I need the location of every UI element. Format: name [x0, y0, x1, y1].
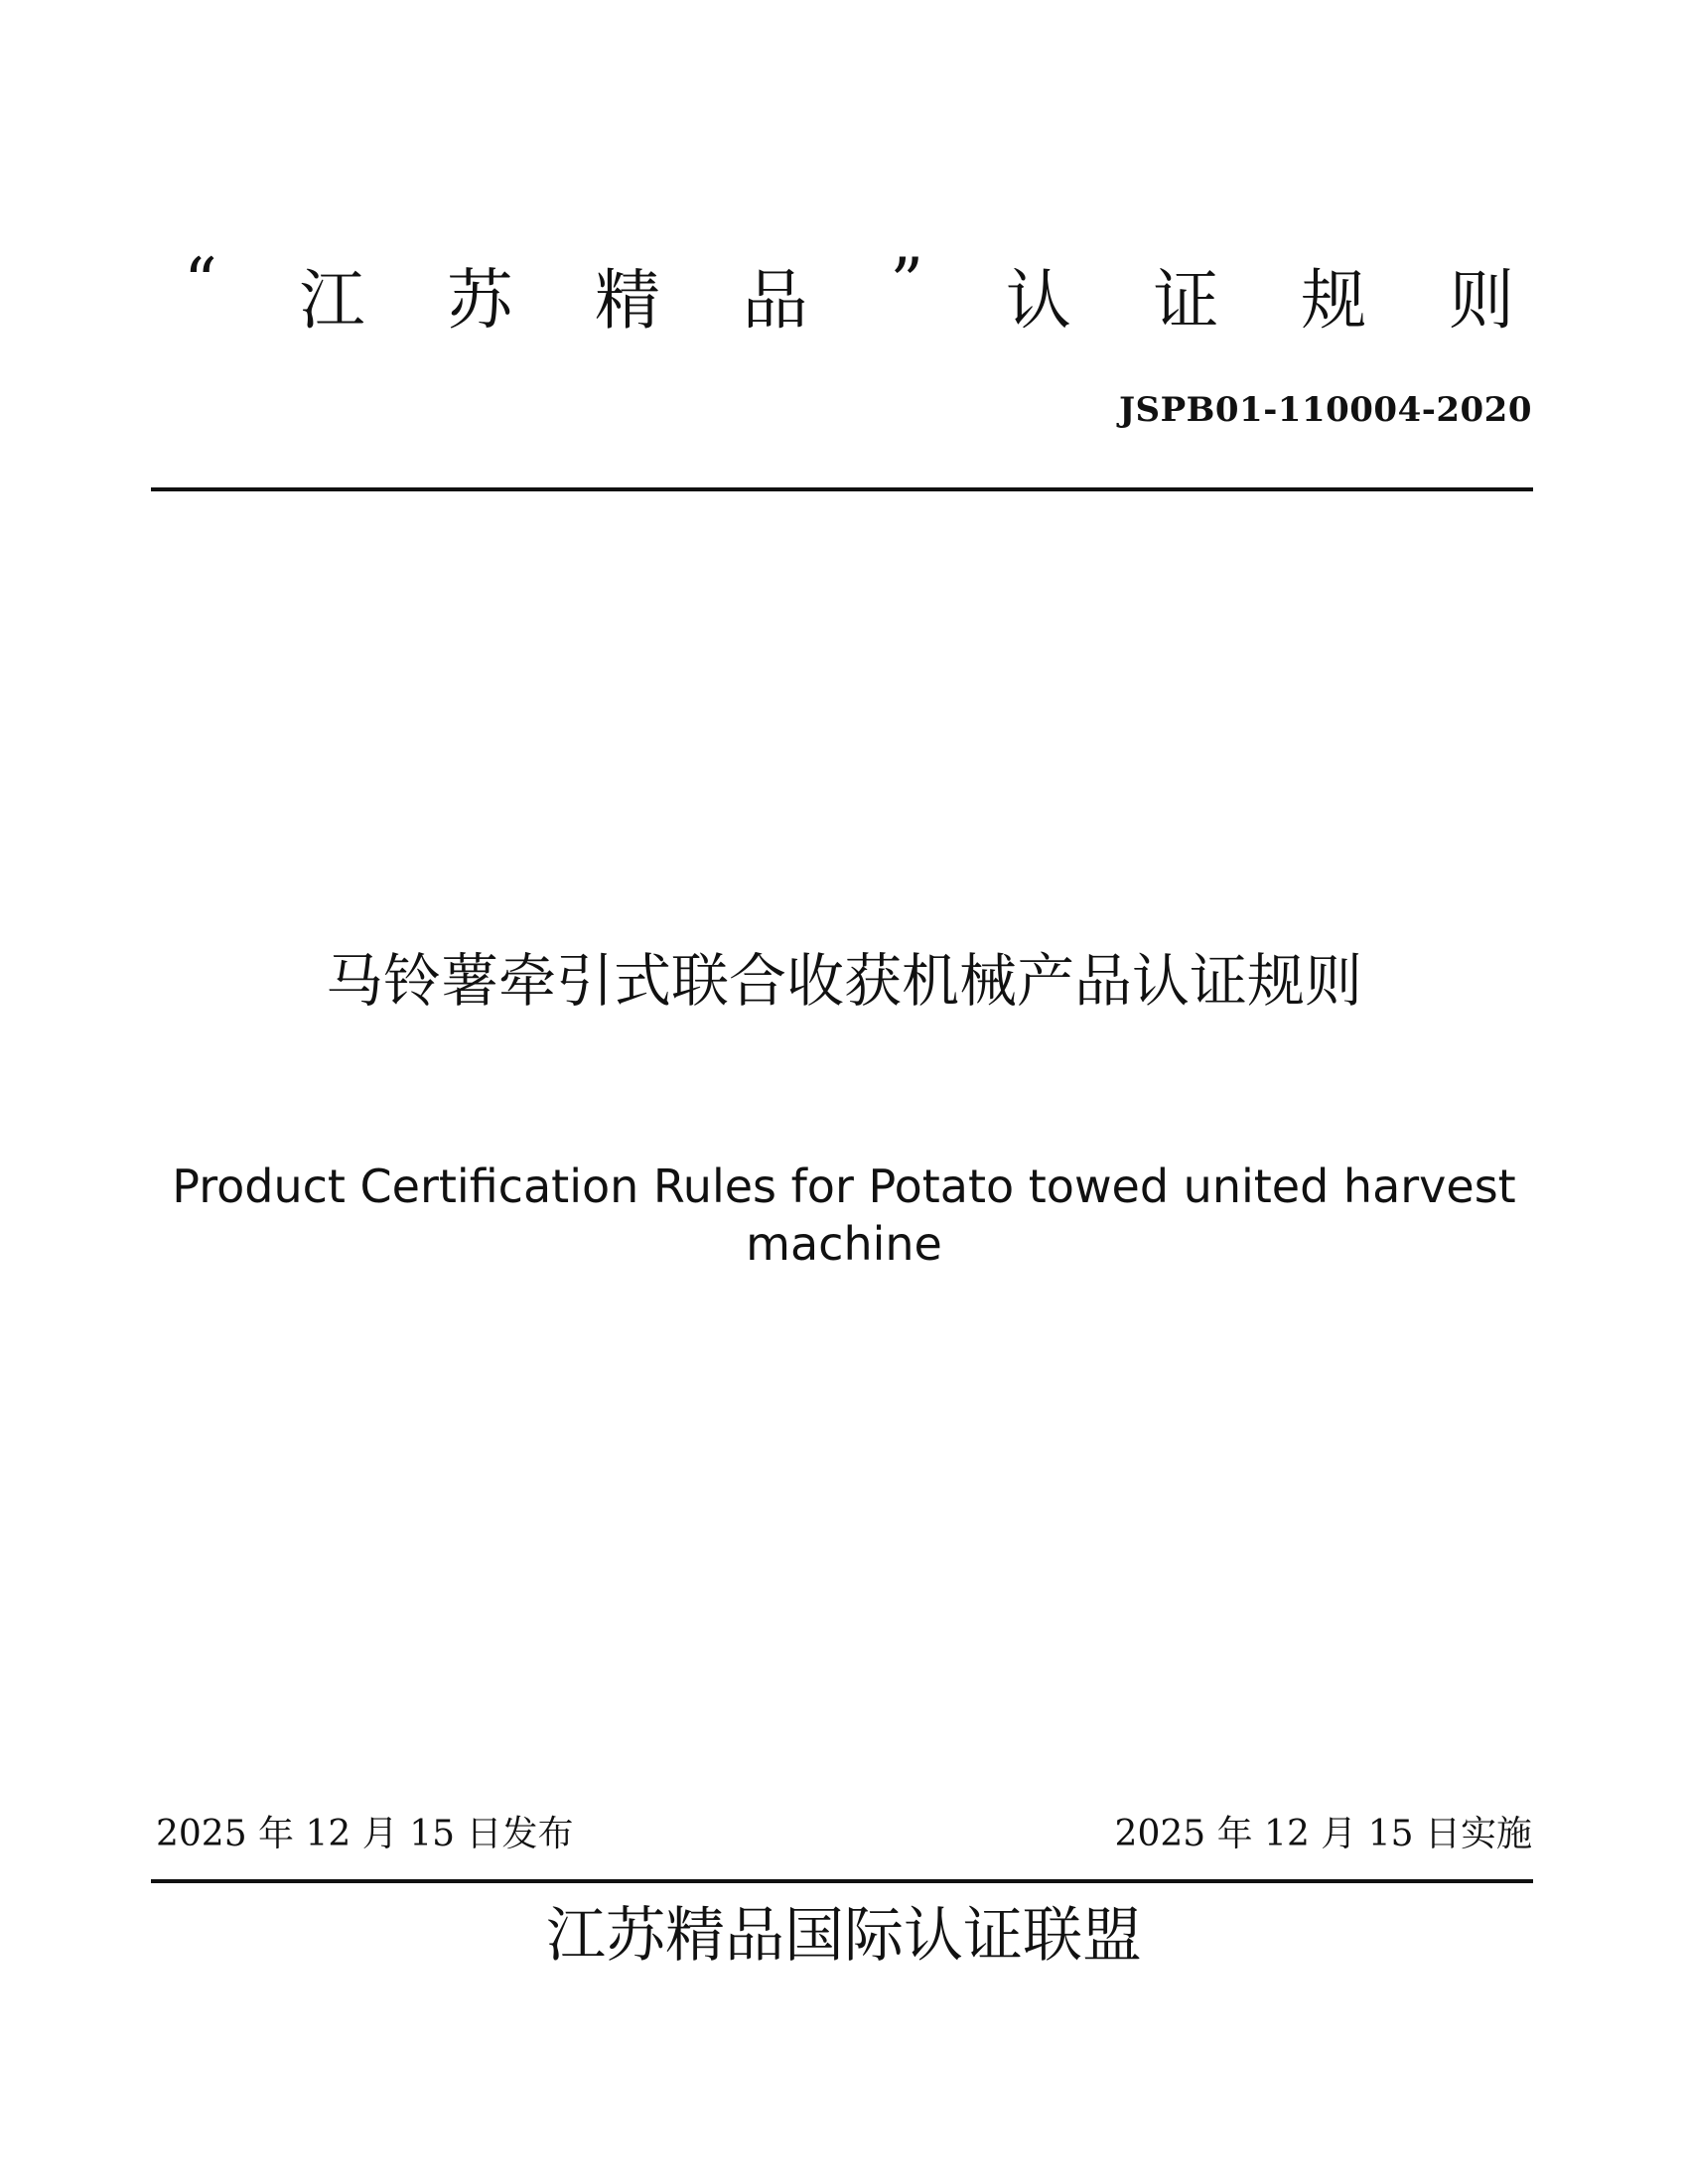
bottom-divider [151, 1879, 1533, 1883]
title-close-quote: ” [890, 243, 924, 321]
top-divider [151, 487, 1533, 491]
title-char-3: 精 [594, 261, 660, 339]
issue-date: 2025 年 12 月 15 日发布 [156, 1814, 574, 1854]
english-title-line-1: Product Certification Rules for Potato towed united harvest [172, 1160, 1516, 1213]
title-char-9: 则 [1448, 261, 1514, 339]
english-title-line-2: machine [746, 1217, 942, 1271]
title-open-quote: “ [184, 243, 217, 321]
english-title [149, 1158, 1539, 1273]
title-char-1: 江 [299, 261, 365, 339]
title-char-4: 品 [742, 261, 808, 339]
chinese-title: 马铃薯牵引式联合收获机械产品认证规则 [325, 947, 1362, 1015]
implementation-date: 2025 年 12 月 15 日实施 [1114, 1814, 1532, 1854]
title-char-8: 规 [1301, 261, 1367, 339]
title-char-2: 苏 [447, 261, 513, 339]
issuer-name: 江苏精品国际认证联盟 [546, 1901, 1142, 1971]
title-char-7: 证 [1153, 261, 1219, 339]
cover-header-title [184, 243, 1514, 347]
document-code: JSPB01-110004-2020 [1118, 390, 1532, 430]
title-char-6: 认 [1005, 261, 1071, 339]
